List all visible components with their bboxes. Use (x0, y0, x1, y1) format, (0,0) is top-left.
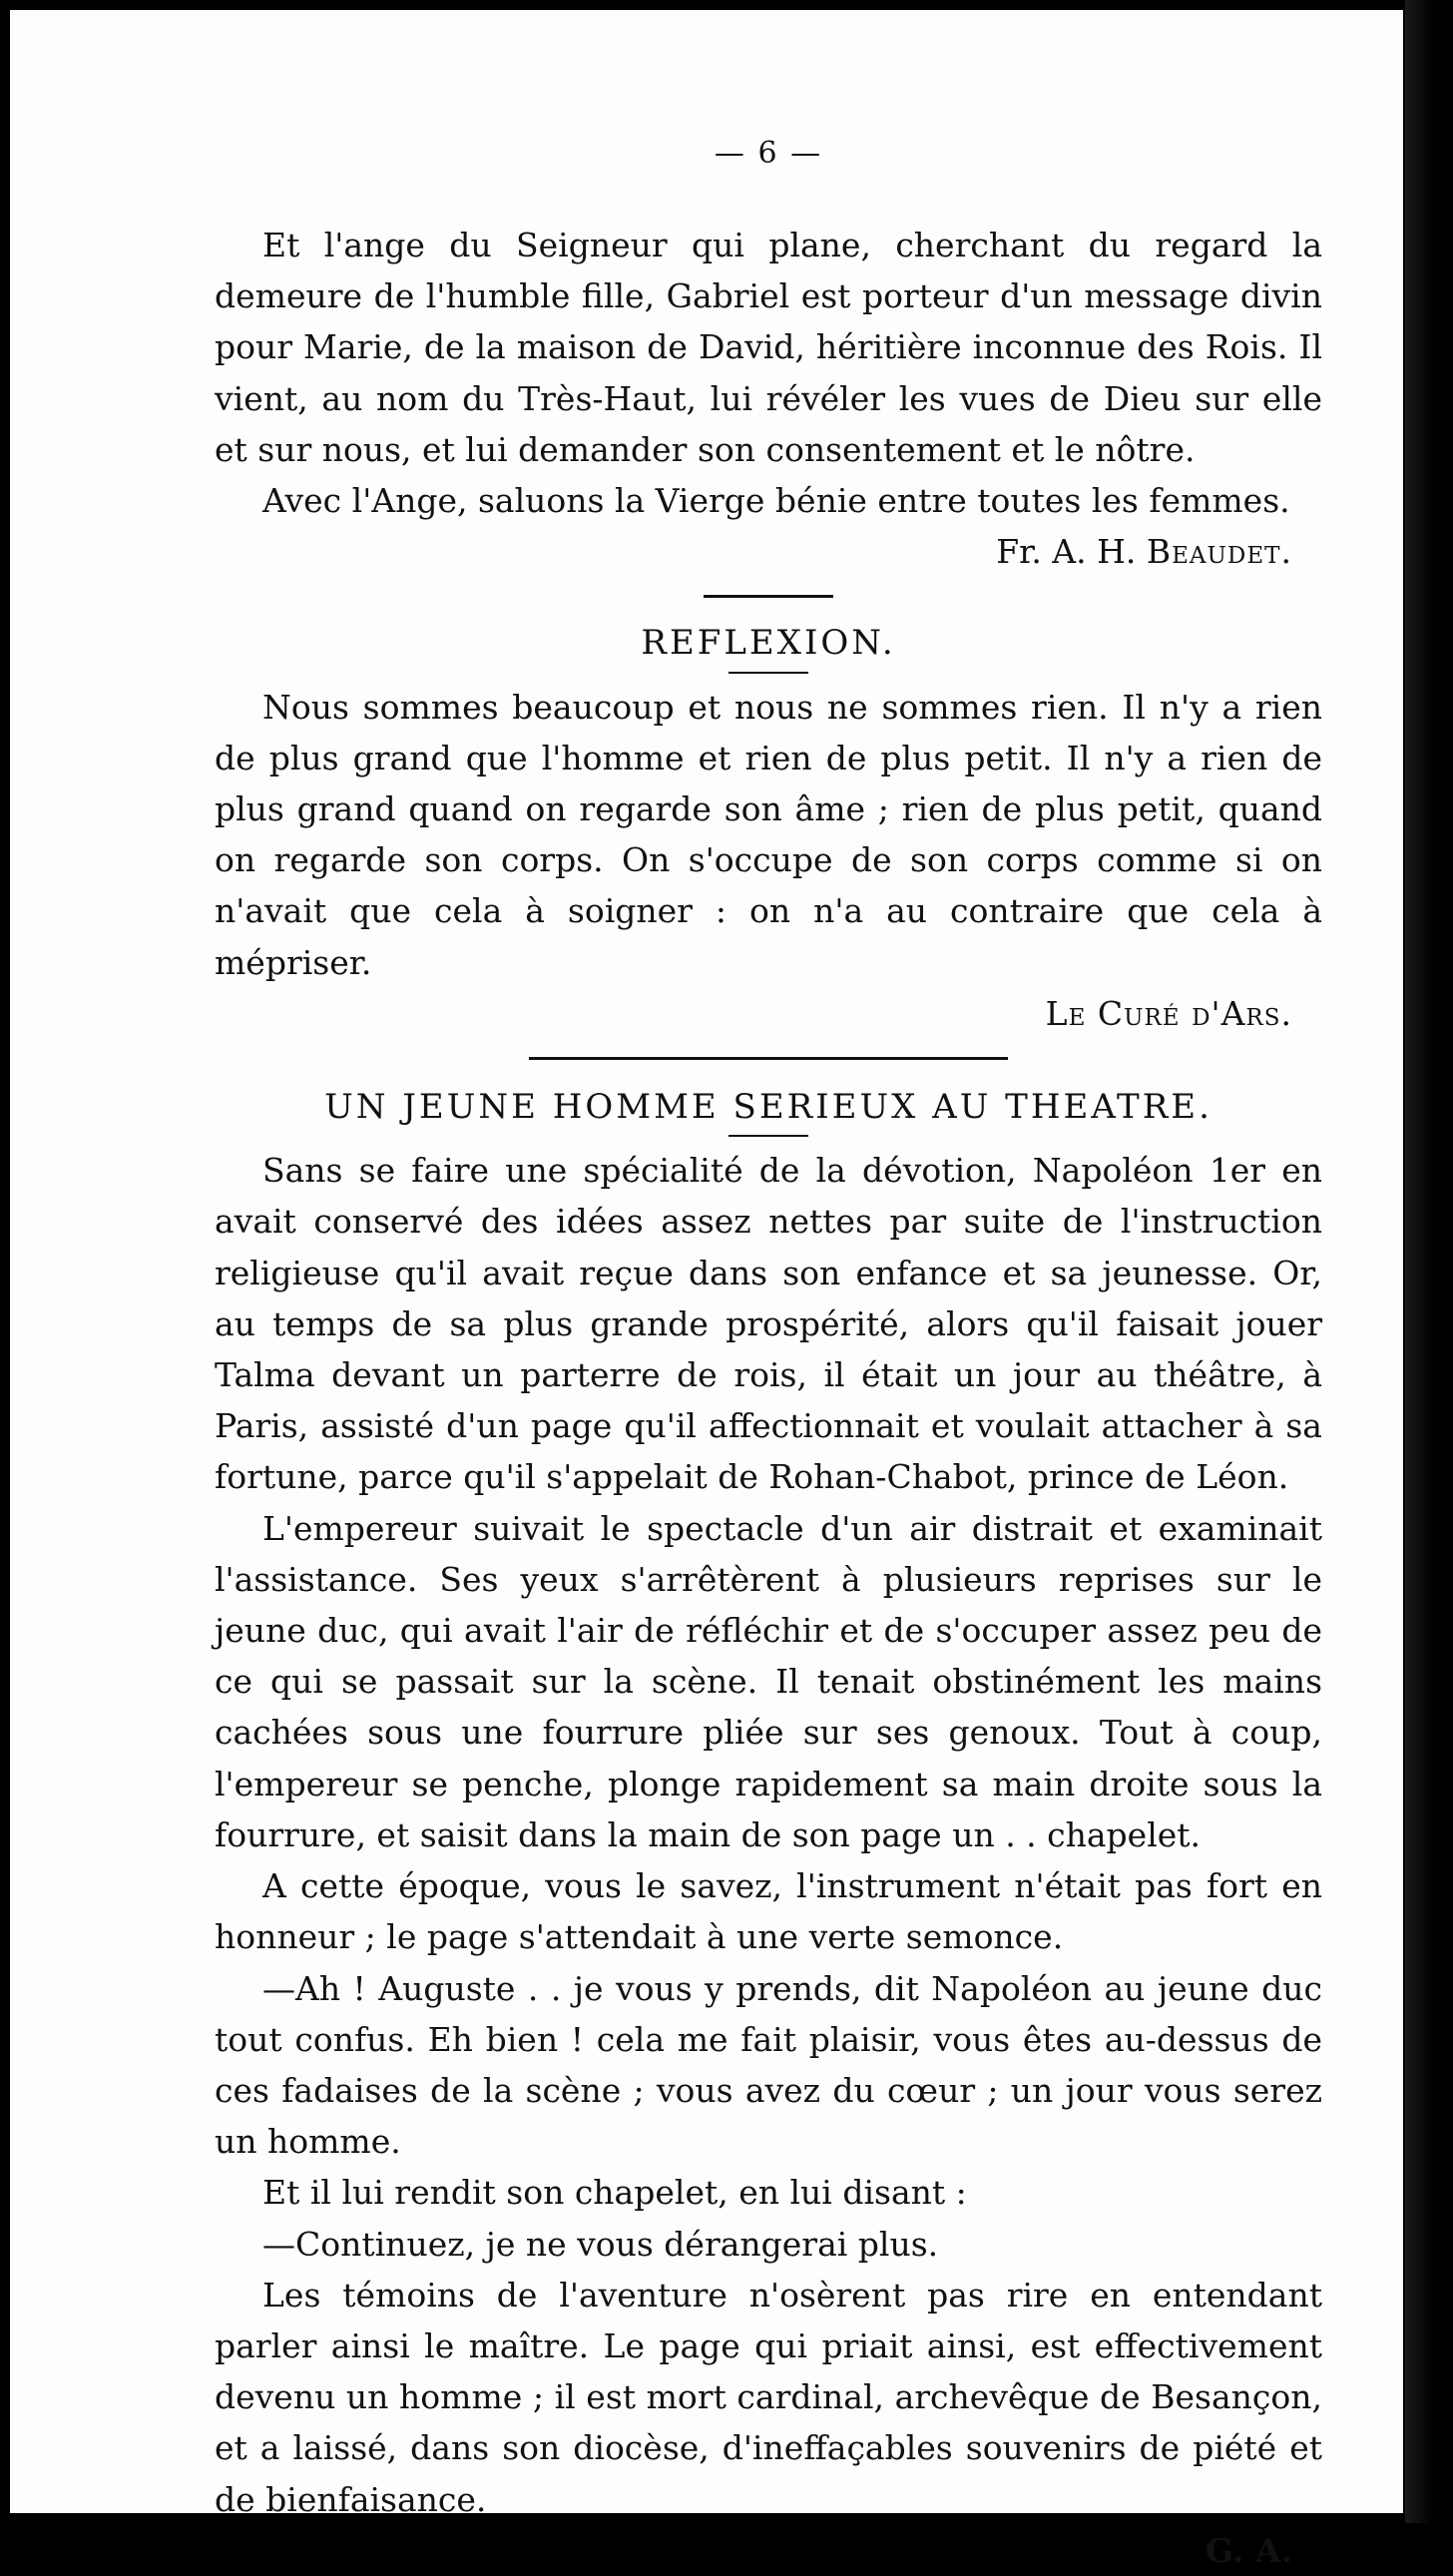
section-divider (529, 1057, 1008, 1060)
story-paragraph-3: A cette époque, vous le savez, l'instrument n'était pas fort en honneur ; le page s'attendait à une verte semonce. (215, 1866, 1322, 1957)
section-divider (704, 595, 833, 598)
story-signature: G. A. (1205, 2530, 1292, 2570)
title-underline (728, 672, 808, 674)
intro-paragraph-2: Avec l'Ange, saluons la Vierge bénie entre toutes les femmes. (262, 481, 1290, 521)
reflexion-signature: Le Curé d'Ars. (1045, 993, 1292, 1033)
page-number: — 6 — (714, 136, 823, 171)
scan-border (1405, 0, 1453, 2523)
intro-signature-name: Beaudet. (1146, 532, 1292, 572)
story-title: UN JEUNE HOMME SERIEUX AU THEATRE. (324, 1087, 1212, 1128)
story-paragraph-1: Sans se faire une spécialité de la dévotion, Napoléon 1er en avait conservé des idées assez nettes par suite de l'instruction religieuse qu'il avait reçue dans son enfance et sa jeunesse. Or, au temps de sa plus grande prospérité, alors qu'il faisait jouer Talma devant un parterre de rois, il était un jour au théâtre, à Paris, assisté d'un page qu'il affectionnait et voulait attacher à sa fortune, parce qu'il s'appelait de Rohan-Chabot, prince de Léon. (215, 1151, 1322, 1497)
scanned-page (10, 10, 1403, 2570)
page-content (215, 128, 1322, 2576)
intro-signature-prefix: Fr. A. H. (996, 532, 1137, 572)
title-underline (728, 1135, 808, 1137)
story-paragraph-7: Les témoins de l'aventure n'osèrent pas rire en entendant parler ainsi le maître. Le page qui priait ainsi, est effectivement devenu un homme ; il est mort cardinal, archevêque de Besançon, et a laissé, dans son diocèse, d'ineffaçables souvenirs de piété et de bienfaisance. (215, 2275, 1322, 2519)
story-paragraph-6: —Continuez, je ne vous dérangerai plus. (262, 2224, 939, 2264)
intro-signature (215, 526, 1322, 577)
story-paragraph-4: —Ah ! Auguste . . je vous y prends, dit Napoléon au jeune duc tout confus. Eh bien ! cela me fait plaisir, vous êtes au-dessus de ces fadaises de la scène ; vous avez du cœur ; un jour vous serez un homme. (215, 1968, 1322, 2162)
intro-paragraph-1: Et l'ange du Seigneur qui plane, cherchant du regard la demeure de l'humble fille, Gabriel est porteur d'un message divin pour Marie, de la maison de David, héritière inconnue des Rois. Il vient, au nom du Très-Haut, lui révéler les vues de Dieu sur elle et sur nous, et lui demander son consentement et le nôtre. (215, 226, 1322, 469)
story-paragraph-5: Et il lui rendit son chapelet, en lui disant : (262, 2173, 967, 2213)
reflexion-title: REFLEXION. (641, 623, 896, 664)
reflexion-body: Nous sommes beaucoup et nous ne sommes rien. Il n'y a rien de plus grand que l'homme et rien de plus petit. Il n'y a rien de plus grand quand on regarde son âme ; rien de plus petit, quand on regarde son corps. On s'occupe de son corps comme si on n'avait que cela à soigner : on n'a au contraire que cela à mépriser. (215, 687, 1322, 982)
story-paragraph-2: L'empereur suivait le spectacle d'un air distrait et examinait l'assistance. Ses yeux s'arrêtèrent à plusieurs reprises sur le jeune duc, qui avait l'air de réfléchir et de s'occuper assez peu de ce qui se passait sur la scène. Il tenait obstinément les mains cachées sous une fourrure pliée sur ses genoux. Tout à coup, l'empereur se penche, plonge rapidement sa main droite sous la fourrure, et saisit dans la main de son page un . . chapelet. (215, 1508, 1322, 1854)
